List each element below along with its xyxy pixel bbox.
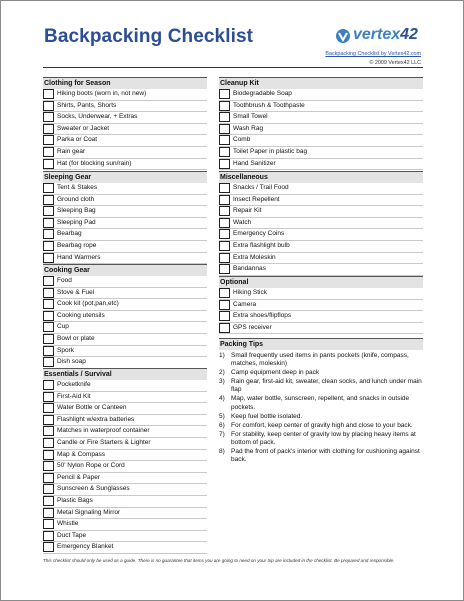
checkbox[interactable] xyxy=(219,288,230,298)
tip-item xyxy=(219,352,423,368)
item-label: Tent & Stakes xyxy=(57,184,98,191)
item-label: Extra shoes/flipflops xyxy=(233,312,292,320)
checklist-item xyxy=(43,218,207,230)
section-optional xyxy=(219,276,423,334)
checklist-item xyxy=(43,229,207,241)
section-title: Essentials / Survival xyxy=(43,368,207,380)
item-label: Toothbrush & Toothpaste xyxy=(233,101,305,109)
checklist-item xyxy=(43,484,207,496)
checklist-item xyxy=(219,159,423,171)
tip-number: 1) xyxy=(219,352,225,359)
checklist-item xyxy=(43,322,207,334)
section-sleeping-gear xyxy=(43,171,207,264)
item-label: Emergency Blanket xyxy=(57,543,114,551)
tip-number: 2) xyxy=(219,369,225,377)
checkbox[interactable] xyxy=(43,311,54,321)
checklist-item xyxy=(43,135,207,147)
item-label: Stove & Fuel xyxy=(57,288,95,296)
checkbox[interactable] xyxy=(219,206,230,216)
item-label: Biodegradable Soap xyxy=(233,90,292,97)
checklist-item xyxy=(43,311,207,323)
disclaimer-text: This checklist should only be used as a guide. There is no guarantee that items you are going to need on your trip are included in the checklist. Be prepared and responsible. xyxy=(43,558,395,563)
checklist-item xyxy=(43,531,207,543)
tip-number: 4) xyxy=(219,395,225,403)
item-label: First-Aid Kit xyxy=(57,392,91,400)
item-label: GPS receiver xyxy=(233,323,272,331)
checklist-item xyxy=(43,124,207,136)
item-label: Bearbag rope xyxy=(57,241,97,249)
logo-mark-icon xyxy=(335,28,351,44)
checkbox[interactable] xyxy=(219,264,230,274)
checkbox[interactable] xyxy=(43,101,54,111)
section-title: Cooking Gear xyxy=(43,264,207,276)
checkbox[interactable] xyxy=(43,357,54,367)
checklist-item xyxy=(219,241,423,253)
tip-text: Rain gear, first-aid kit, sweater, clean socks, and lunch under main flap xyxy=(231,378,422,394)
section-title: Optional xyxy=(219,276,423,288)
item-label: Hiking Stick xyxy=(233,289,267,296)
tip-number: 8) xyxy=(219,448,225,456)
item-label: Dish soap xyxy=(57,358,86,366)
checkbox[interactable] xyxy=(219,195,230,205)
checklist-item xyxy=(219,218,423,230)
checklist-item xyxy=(219,124,423,136)
checklist-item xyxy=(43,438,207,450)
item-label: Matches in waterproof container xyxy=(57,427,150,435)
checkbox[interactable] xyxy=(43,403,54,413)
checkbox[interactable] xyxy=(219,323,230,333)
tip-item xyxy=(219,431,423,447)
tip-item xyxy=(219,448,423,464)
checkbox[interactable] xyxy=(43,334,54,344)
tip-number: 5) xyxy=(219,412,225,420)
section-cleanup-kit xyxy=(219,77,423,170)
item-label: Camera xyxy=(233,300,257,308)
copyright-text: © 2009 Vertex42 LLC xyxy=(369,60,421,66)
item-label: Whistle xyxy=(57,520,79,528)
item-label: Sunscreen & Sunglasses xyxy=(57,485,130,493)
checklist-item xyxy=(43,253,207,265)
item-label: Parka or Coat xyxy=(57,136,98,144)
tip-text: Small frequently used items in pants pockets (knife, compass, matches, moleskin) xyxy=(231,352,409,368)
checklist-item xyxy=(43,299,207,311)
checklist-item xyxy=(43,334,207,346)
checklist xyxy=(219,89,423,170)
item-label: Hand Sanitizer xyxy=(233,159,276,167)
item-label: Pocketknife xyxy=(57,381,91,388)
checkbox[interactable] xyxy=(219,241,230,251)
checkbox[interactable] xyxy=(43,438,54,448)
checkbox[interactable] xyxy=(43,159,54,169)
item-label: Socks, Underwear, + Extras xyxy=(57,113,138,121)
checkbox[interactable] xyxy=(43,450,54,460)
item-label: Repair Kit xyxy=(233,207,262,215)
item-label: Watch xyxy=(233,218,252,226)
checklist-item xyxy=(219,206,423,218)
checkbox[interactable] xyxy=(43,322,54,332)
vertex42-logo xyxy=(335,26,435,46)
checkbox[interactable] xyxy=(219,311,230,321)
checkbox[interactable] xyxy=(43,299,54,309)
item-label: Comb xyxy=(233,136,251,144)
checkbox[interactable] xyxy=(219,124,230,134)
checklist-item xyxy=(43,346,207,358)
item-label: Rain gear xyxy=(57,147,86,155)
section-title: Cleanup Kit xyxy=(219,77,423,89)
checkbox[interactable] xyxy=(43,288,54,298)
checkbox[interactable] xyxy=(219,218,230,228)
checkbox[interactable] xyxy=(219,135,230,145)
checkbox[interactable] xyxy=(43,135,54,145)
item-label: Bandannas xyxy=(233,265,266,273)
checkbox[interactable] xyxy=(219,159,230,169)
checkbox[interactable] xyxy=(43,229,54,239)
checklist-item xyxy=(219,89,423,101)
item-label: Spork xyxy=(57,346,74,354)
checklist-item xyxy=(43,392,207,404)
checkbox[interactable] xyxy=(43,415,54,425)
tip-text: Keep fuel bottle isolated. xyxy=(231,412,303,420)
checklist xyxy=(219,183,423,276)
checklist-item xyxy=(43,415,207,427)
tips-list xyxy=(219,352,423,464)
checkbox[interactable] xyxy=(43,112,54,122)
checkbox[interactable] xyxy=(219,229,230,239)
item-label: Snacks / Trail Food xyxy=(233,184,289,191)
checkbox[interactable] xyxy=(43,426,54,436)
section-title: Packing Tips xyxy=(219,338,423,350)
checkbox[interactable] xyxy=(219,253,230,263)
tip-text: For stability, keep center of gravity low by placing heavy items at bottom of pack. xyxy=(231,430,416,446)
tip-item xyxy=(219,422,423,430)
tip-item xyxy=(219,369,423,377)
checklist-item xyxy=(43,473,207,485)
checklist-item xyxy=(43,496,207,508)
checklist-item xyxy=(43,159,207,171)
checklist-item xyxy=(219,323,423,335)
checklist-item xyxy=(219,112,423,124)
item-label: Shirts, Pants, Shorts xyxy=(57,101,117,109)
item-label: Hat (for blocking sun/rain) xyxy=(57,159,132,167)
checklist-item xyxy=(219,311,423,323)
checkbox[interactable] xyxy=(43,183,54,193)
checkbox[interactable] xyxy=(43,473,54,483)
item-label: Cook kit (pot,pan,etc) xyxy=(57,300,119,308)
checklist-item xyxy=(43,357,207,369)
checkbox[interactable] xyxy=(43,461,54,471)
checklist-item xyxy=(219,101,423,113)
checklist-item xyxy=(43,508,207,520)
checkbox[interactable] xyxy=(43,484,54,494)
checkbox[interactable] xyxy=(43,195,54,205)
item-label: Small Towel xyxy=(233,113,268,121)
item-label: Bearbag xyxy=(57,230,82,238)
section-essentials xyxy=(43,368,207,554)
item-label: Flashlight w/extra batteries xyxy=(57,415,135,423)
checklist-item xyxy=(43,450,207,462)
checkbox[interactable] xyxy=(43,241,54,251)
checkbox[interactable] xyxy=(219,300,230,310)
checklist-item xyxy=(219,288,423,300)
tip-text: Pad the front of pack's interior with clothing for cushioning against back. xyxy=(231,448,420,464)
tip-item xyxy=(219,395,423,411)
item-label: Bowl or plate xyxy=(57,334,95,342)
checkbox[interactable] xyxy=(43,89,54,99)
item-label: Extra flashlight bulb xyxy=(233,241,290,249)
checklist-item xyxy=(219,147,423,159)
checklist xyxy=(43,89,207,170)
checkbox[interactable] xyxy=(43,253,54,263)
item-label: Sleeping Bag xyxy=(57,207,96,215)
section-clothing xyxy=(43,77,207,170)
checklist xyxy=(219,288,423,334)
item-label: Wash Rag xyxy=(233,124,264,132)
checklist-item xyxy=(43,276,207,288)
checkbox[interactable] xyxy=(219,101,230,111)
checklist-item xyxy=(219,183,423,195)
checkbox[interactable] xyxy=(43,346,54,356)
checklist-item xyxy=(43,183,207,195)
section-title: Clothing for Season xyxy=(43,77,207,89)
page-title: Backpacking Checklist xyxy=(44,26,254,47)
item-label: Hiking boots (worn in, not new) xyxy=(57,90,147,97)
checklist-item xyxy=(43,461,207,473)
checkbox[interactable] xyxy=(43,496,54,506)
checklist-item xyxy=(219,300,423,312)
tip-item xyxy=(219,378,423,394)
checkbox[interactable] xyxy=(219,89,230,99)
item-label: Sweater or Jacket xyxy=(57,124,110,132)
checklist-item xyxy=(43,380,207,392)
item-label: Duct Tape xyxy=(57,531,87,539)
item-label: Extra Moleskin xyxy=(233,253,276,261)
checklist-item xyxy=(219,195,423,207)
checklist xyxy=(43,276,207,369)
item-label: 50' Nylon Rope or Cord xyxy=(57,462,125,470)
checkbox[interactable] xyxy=(43,531,54,541)
checkbox[interactable] xyxy=(43,519,54,529)
item-label: Toilet Paper in plastic bag xyxy=(233,147,308,155)
checklist-item xyxy=(43,403,207,415)
section-cooking-gear xyxy=(43,264,207,369)
item-label: Water Bottle or Canteen xyxy=(57,404,127,412)
checkbox[interactable] xyxy=(219,147,230,157)
section-title: Miscellaneous xyxy=(219,171,423,183)
checkbox[interactable] xyxy=(219,183,230,193)
item-label: Metal Signaling Mirror xyxy=(57,508,121,516)
item-label: Hand Warmers xyxy=(57,253,101,261)
title-divider xyxy=(43,67,423,68)
checklist-item xyxy=(43,89,207,101)
checklist-item xyxy=(219,253,423,265)
logo-text-suffix: 42 xyxy=(400,26,418,43)
item-label: Plastic Bags xyxy=(57,496,93,504)
checkbox[interactable] xyxy=(43,147,54,157)
checklist-item xyxy=(219,135,423,147)
checkbox[interactable] xyxy=(43,276,54,286)
checkbox[interactable] xyxy=(43,206,54,216)
checkbox[interactable] xyxy=(43,508,54,518)
checkbox[interactable] xyxy=(219,112,230,122)
section-title: Sleeping Gear xyxy=(43,171,207,183)
item-label: Sleeping Pad xyxy=(57,218,96,226)
item-label: Map & Compass xyxy=(57,450,106,458)
checklist-item xyxy=(219,264,423,276)
tip-text: For comfort, keep center of gravity high and close to your back. xyxy=(231,421,413,429)
section-packing-tips xyxy=(219,338,423,465)
checklist xyxy=(43,380,207,554)
vertex42-link[interactable]: Backpacking Checklist by Vertex42.com xyxy=(325,51,421,57)
checklist-item xyxy=(43,241,207,253)
item-label: Cup xyxy=(57,323,69,331)
checkbox[interactable] xyxy=(43,218,54,228)
tip-text: Map, water bottle, sunscreen, repellent, and snacks in outside pockets. xyxy=(231,395,410,411)
checkbox[interactable] xyxy=(43,392,54,402)
checkbox[interactable] xyxy=(43,124,54,134)
logo-text-prefix: vertex xyxy=(353,26,401,43)
item-label: Insect Repellent xyxy=(233,195,280,203)
tip-number: 7) xyxy=(219,430,225,438)
checklist-item xyxy=(43,101,207,113)
item-label: Ground cloth xyxy=(57,195,95,203)
tip-number: 3) xyxy=(219,378,225,386)
checklist-item xyxy=(43,195,207,207)
checklist-item xyxy=(43,426,207,438)
item-label: Emergency Coins xyxy=(233,230,285,238)
tip-item xyxy=(219,413,423,421)
checklist-item xyxy=(219,229,423,241)
checklist-item xyxy=(43,206,207,218)
tip-number: 6) xyxy=(219,421,225,429)
checklist-item xyxy=(43,542,207,554)
checkbox[interactable] xyxy=(43,380,54,390)
tip-text: Camp equipment deep in pack xyxy=(231,369,320,377)
item-label: Pencil & Paper xyxy=(57,473,100,481)
section-miscellaneous xyxy=(219,171,423,276)
item-label: Candle or Fire Starters & Lighter xyxy=(57,438,151,446)
checklist-item xyxy=(43,147,207,159)
item-label: Cooking utensils xyxy=(57,311,105,319)
checklist xyxy=(43,183,207,264)
checklist-item xyxy=(43,112,207,124)
checklist-item xyxy=(43,288,207,300)
checklist-item xyxy=(43,519,207,531)
checkbox[interactable] xyxy=(43,542,54,552)
item-label: Food xyxy=(57,277,72,284)
